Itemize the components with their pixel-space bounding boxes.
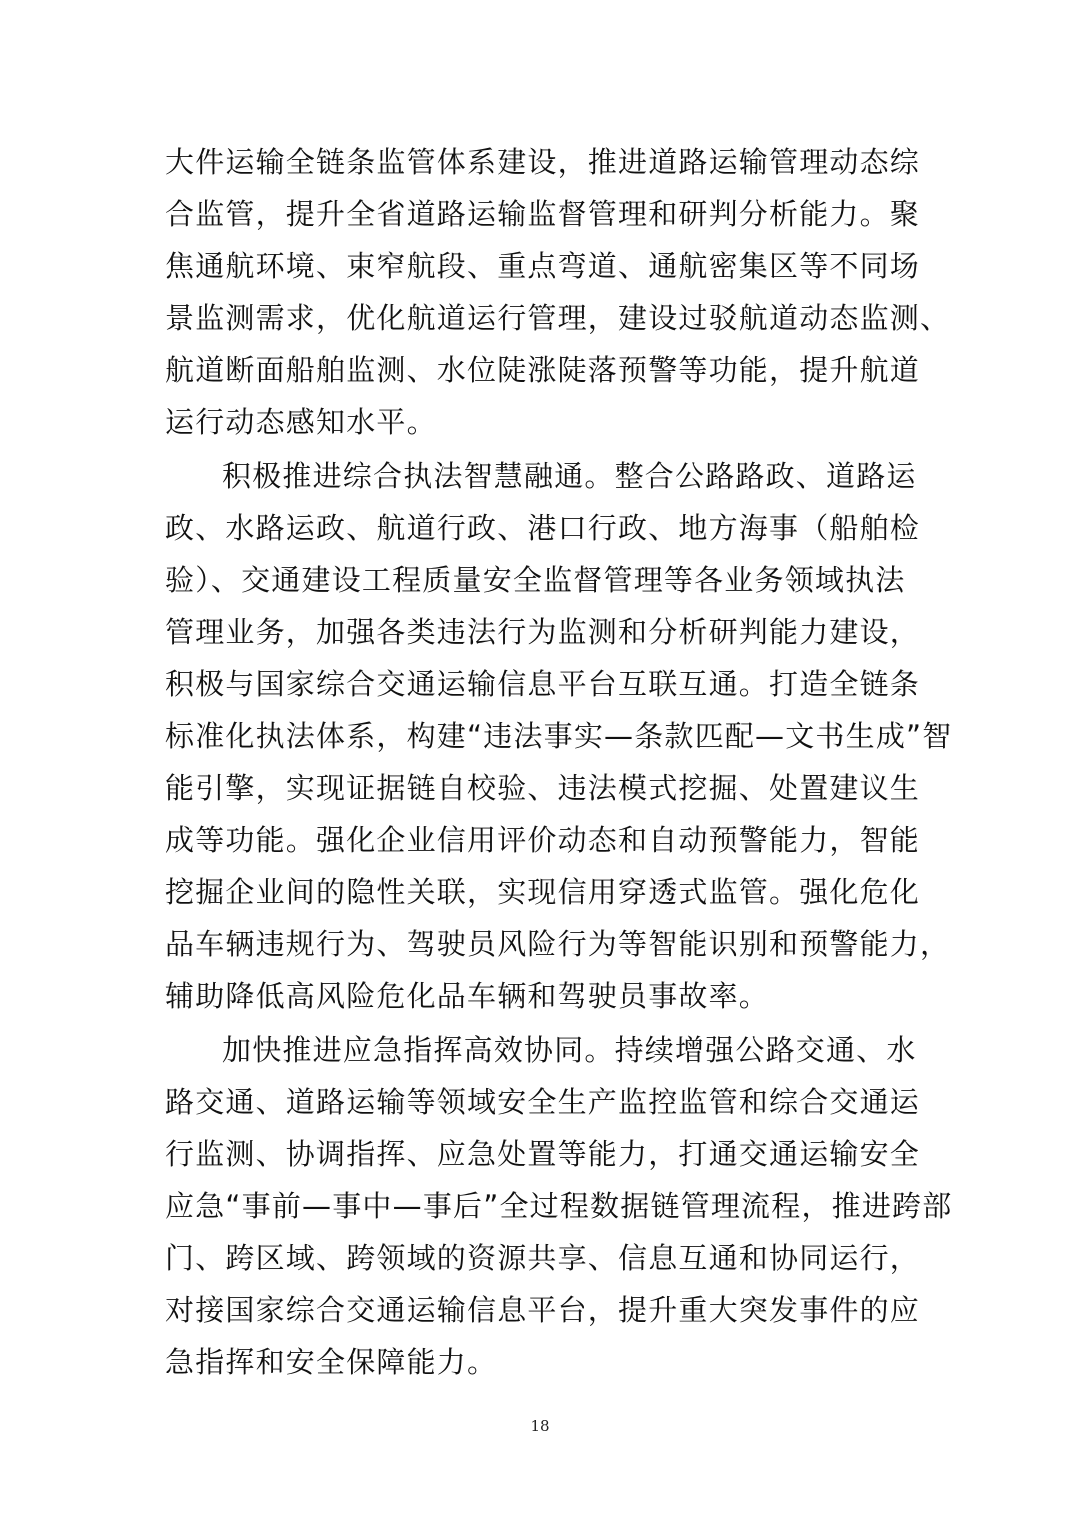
text-line-13: 能引擎，实现证据链自校验、违法模式挖掘、处置建议生 (165, 771, 921, 805)
text-line-1: 大件运输全链条监管体系建设，推进道路运输管理动态综 (165, 145, 921, 179)
text-line-24: 急指挥和安全保障能力。 (165, 1345, 498, 1379)
text-line-9: 验）、交通建设工程质量安全监督管理等各业务领域执法 (165, 563, 906, 597)
text-line-12: 标准化执法体系，构建“违法事实—条款匹配—文书生成”智 (165, 719, 953, 753)
text-line-6: 运行动态感知水平。 (165, 405, 437, 439)
text-line-2: 合监管，提升全省道路运输监督管理和研判分析能力。聚 (165, 197, 921, 231)
text-line-14: 成等功能。强化企业信用评价动态和自动预警能力，智能 (165, 823, 921, 857)
text-line-22: 门、跨区域、跨领域的资源共享、信息互通和协同运行， (165, 1241, 921, 1275)
text-line-11: 积极与国家综合交通运输信息平台互联互通。打造全链条 (165, 667, 921, 701)
paragraph-heading-enforcement: 积极推进综合执法智慧融通。整合公路路政、道路运 (222, 459, 917, 493)
page-number: 18 (530, 1417, 550, 1435)
text-line-15: 挖掘企业间的隐性关联，实现信用穿透式监管。强化危化 (165, 875, 921, 909)
text-line-3: 焦通航环境、束窄航段、重点弯道、通航密集区等不同场 (165, 249, 921, 283)
text-line-23: 对接国家综合交通运输信息平台，提升重大突发事件的应 (165, 1293, 921, 1327)
text-line-21: 应急“事前—事中—事后”全过程数据链管理流程，推进跨部 (165, 1189, 953, 1223)
text-line-17: 辅助降低高风险危化品车辆和驾驶员事故率。 (165, 979, 770, 1013)
text-line-8: 政、水路运政、航道行政、港口行政、地方海事（船舶检 (165, 511, 921, 545)
text-line-4: 景监测需求，优化航道运行管理，建设过驳航道动态监测、 (165, 301, 951, 335)
text-line-5: 航道断面船舶监测、水位陡涨陡落预警等功能，提升航道 (165, 353, 921, 387)
text-line-20: 行监测、协调指挥、应急处置等能力，打通交通运输安全 (165, 1137, 921, 1171)
text-line-10: 管理业务，加强各类违法行为监测和分析研判能力建设， (165, 615, 921, 649)
paragraph-heading-emergency: 加快推进应急指挥高效协同。持续增强公路交通、水 (222, 1033, 917, 1067)
text-line-19: 路交通、道路运输等领域安全生产监控监管和综合交通运 (165, 1085, 921, 1119)
text-line-16: 品车辆违规行为、驾驶员风险行为等智能识别和预警能力， (165, 927, 951, 961)
